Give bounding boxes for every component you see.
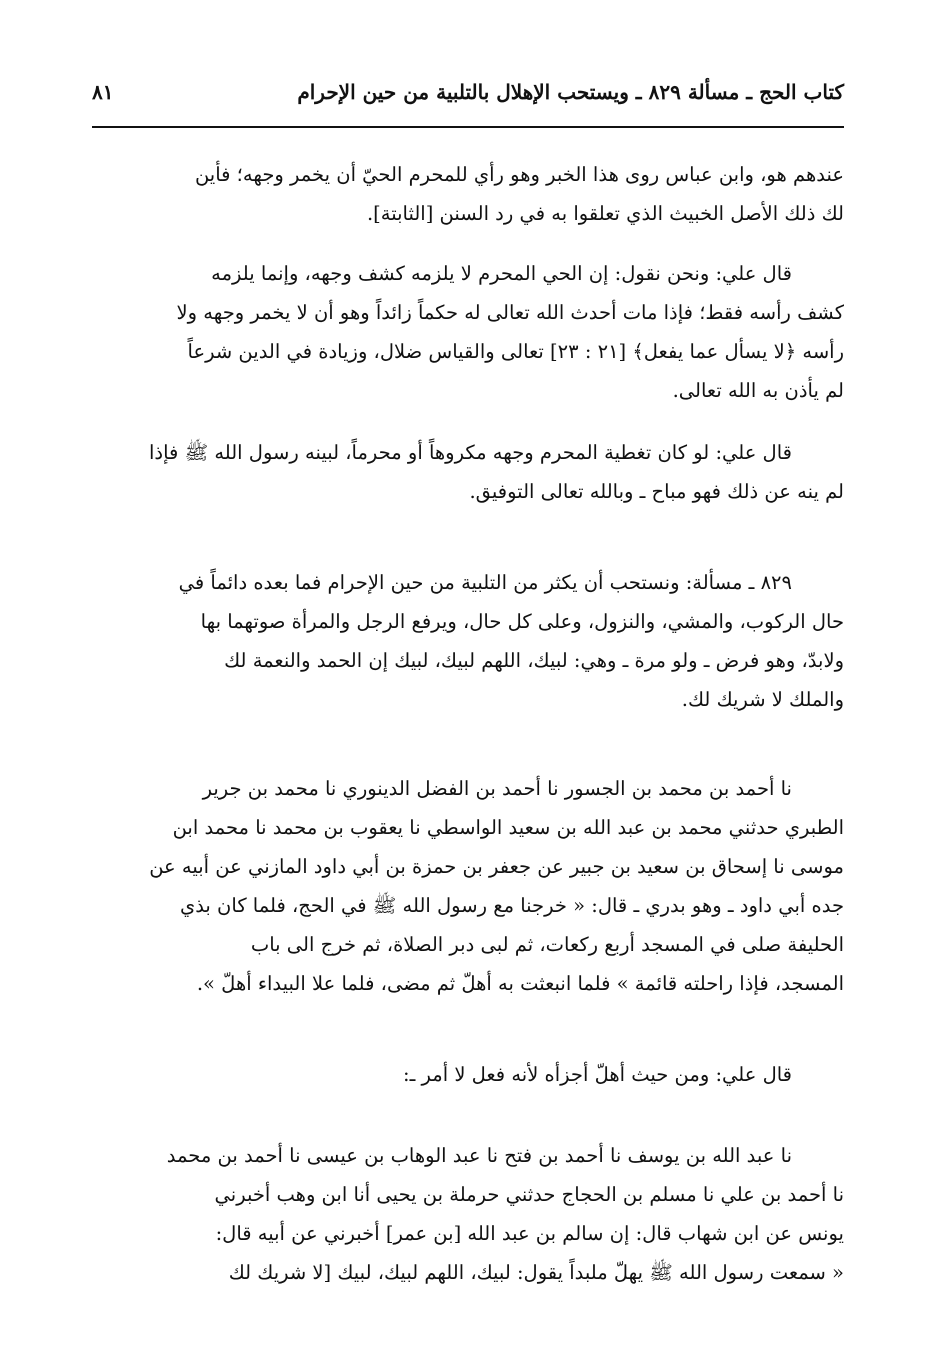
text-line: عندهم هو، وابن عباس روى هذا الخبر وهو رأي للمحرم الحيّ أن يخمر وجهه؛ فأين <box>194 163 844 186</box>
text-line: الطبري حدثني محمد بن عبد الله بن سعيد الواسطي نا يعقوب بن محمد نا محمد ابن <box>172 816 844 839</box>
text-line: جده أبي داود ـ وهو بدري ـ قال: « خرجنا مع رسول الله ﷺ في الحج، فلما كان بذي <box>179 894 844 917</box>
paragraph-5 <box>96 769 844 1003</box>
page-number: ٨١ <box>92 80 114 104</box>
text-line: حال الركوب، والمشي، والنزول، وعلى كل حال، ويرفع الرجل والمرأة صوتهما بها <box>200 610 844 633</box>
text-line: ٨٢٩ ـ مسألة: ونستحب أن يكثر من التلبية من حين الإحرام فما بعده دائماً في <box>178 571 792 594</box>
text-line: نا أحمد بن علي نا مسلم بن الحجاج حدثني حرملة بن يحيى أنا ابن وهب أخبرني <box>214 1183 844 1206</box>
paragraph-issue-829 <box>96 563 844 719</box>
text-line: نا أحمد بن محمد بن الجسور نا أحمد بن الفضل الدينوري نا محمد بن جرير <box>202 777 792 800</box>
text-line: قال علي: لو كان تغطية المحرم وجهه مكروهاً أو محرماً، لبينه رسول الله ﷺ فإذا <box>149 441 792 464</box>
text-line: لم ينه عن ذلك فهو مباح ـ وبالله تعالى التوفيق. <box>469 480 844 503</box>
text-line: قال علي: ونحن نقول: إن الحي المحرم لا يلزمه كشف وجهه، وإنما يلزمه <box>211 262 792 285</box>
text-line: الحليفة صلى في المسجد أربع ركعات، ثم لبى دبر الصلاة، ثم خرج الى باب <box>250 933 844 956</box>
text-line: لك ذلك الأصل الخبيث الذي تعلقوا به في رد السنن [الثابتة]. <box>366 202 844 225</box>
paragraph-3 <box>96 433 844 511</box>
page-header <box>92 76 844 120</box>
text-line: ولابدّ، وهو فرض ـ ولو مرة ـ وهي: لبيك، اللهم لبيك، لبيك إن الحمد والنعمة لك <box>224 649 844 672</box>
paragraph-1 <box>96 155 844 233</box>
text-line: موسى نا إسحاق بن سعيد بن جبير عن جعفر بن حمزة بن أبي داود المازني عن أبيه عن <box>149 855 844 878</box>
running-title: كتاب الحج ـ مسألة ٨٢٩ ـ ويستحب الإهلال بالتلبية من حين الإحرام <box>297 80 844 104</box>
text-line: « سمعت رسول الله ﷺ يهلّ ملبداً يقول: لبيك، اللهم لبيك، لبيك [لا شريك لك <box>228 1261 844 1284</box>
text-line: المسجد، فإذا راحلته قائمة » فلما انبعثت به أهلّ ثم مضى، فلما علا البيداء أهلّ ». <box>196 972 844 995</box>
text-line: قال علي: ومن حيث أهلّ أجزأه لأنه فعل لا أمر ـ: <box>403 1063 792 1086</box>
text-line: يونس عن ابن شهاب قال: إن سالم بن عبد الله [بن عمر] أخبرني عن أبيه قال: <box>215 1222 844 1245</box>
text-line: رأسه ﴿لا يسأل عما يفعل﴾ [٢١ : ٢٣] تعالى والقياس ضلال، وزيادة في الدين شرعاً <box>187 340 844 363</box>
header-divider <box>92 126 844 128</box>
paragraph-2 <box>96 254 844 410</box>
paragraph-6 <box>96 1055 844 1094</box>
text-line: كشف رأسه فقط؛ فإذا مات أحدث الله تعالى له حكماً زائداً وهو أن لا يخمر وجهه ولا <box>176 301 844 324</box>
text-line: نا عبد الله بن يوسف نا أحمد بن فتح نا عبد الوهاب بن عيسى نا أحمد بن محمد <box>166 1144 792 1167</box>
paragraph-7 <box>96 1136 844 1292</box>
text-line: لم يأذن به الله تعالى. <box>672 379 844 402</box>
text-line: والملك لا شريك لك. <box>681 688 844 711</box>
